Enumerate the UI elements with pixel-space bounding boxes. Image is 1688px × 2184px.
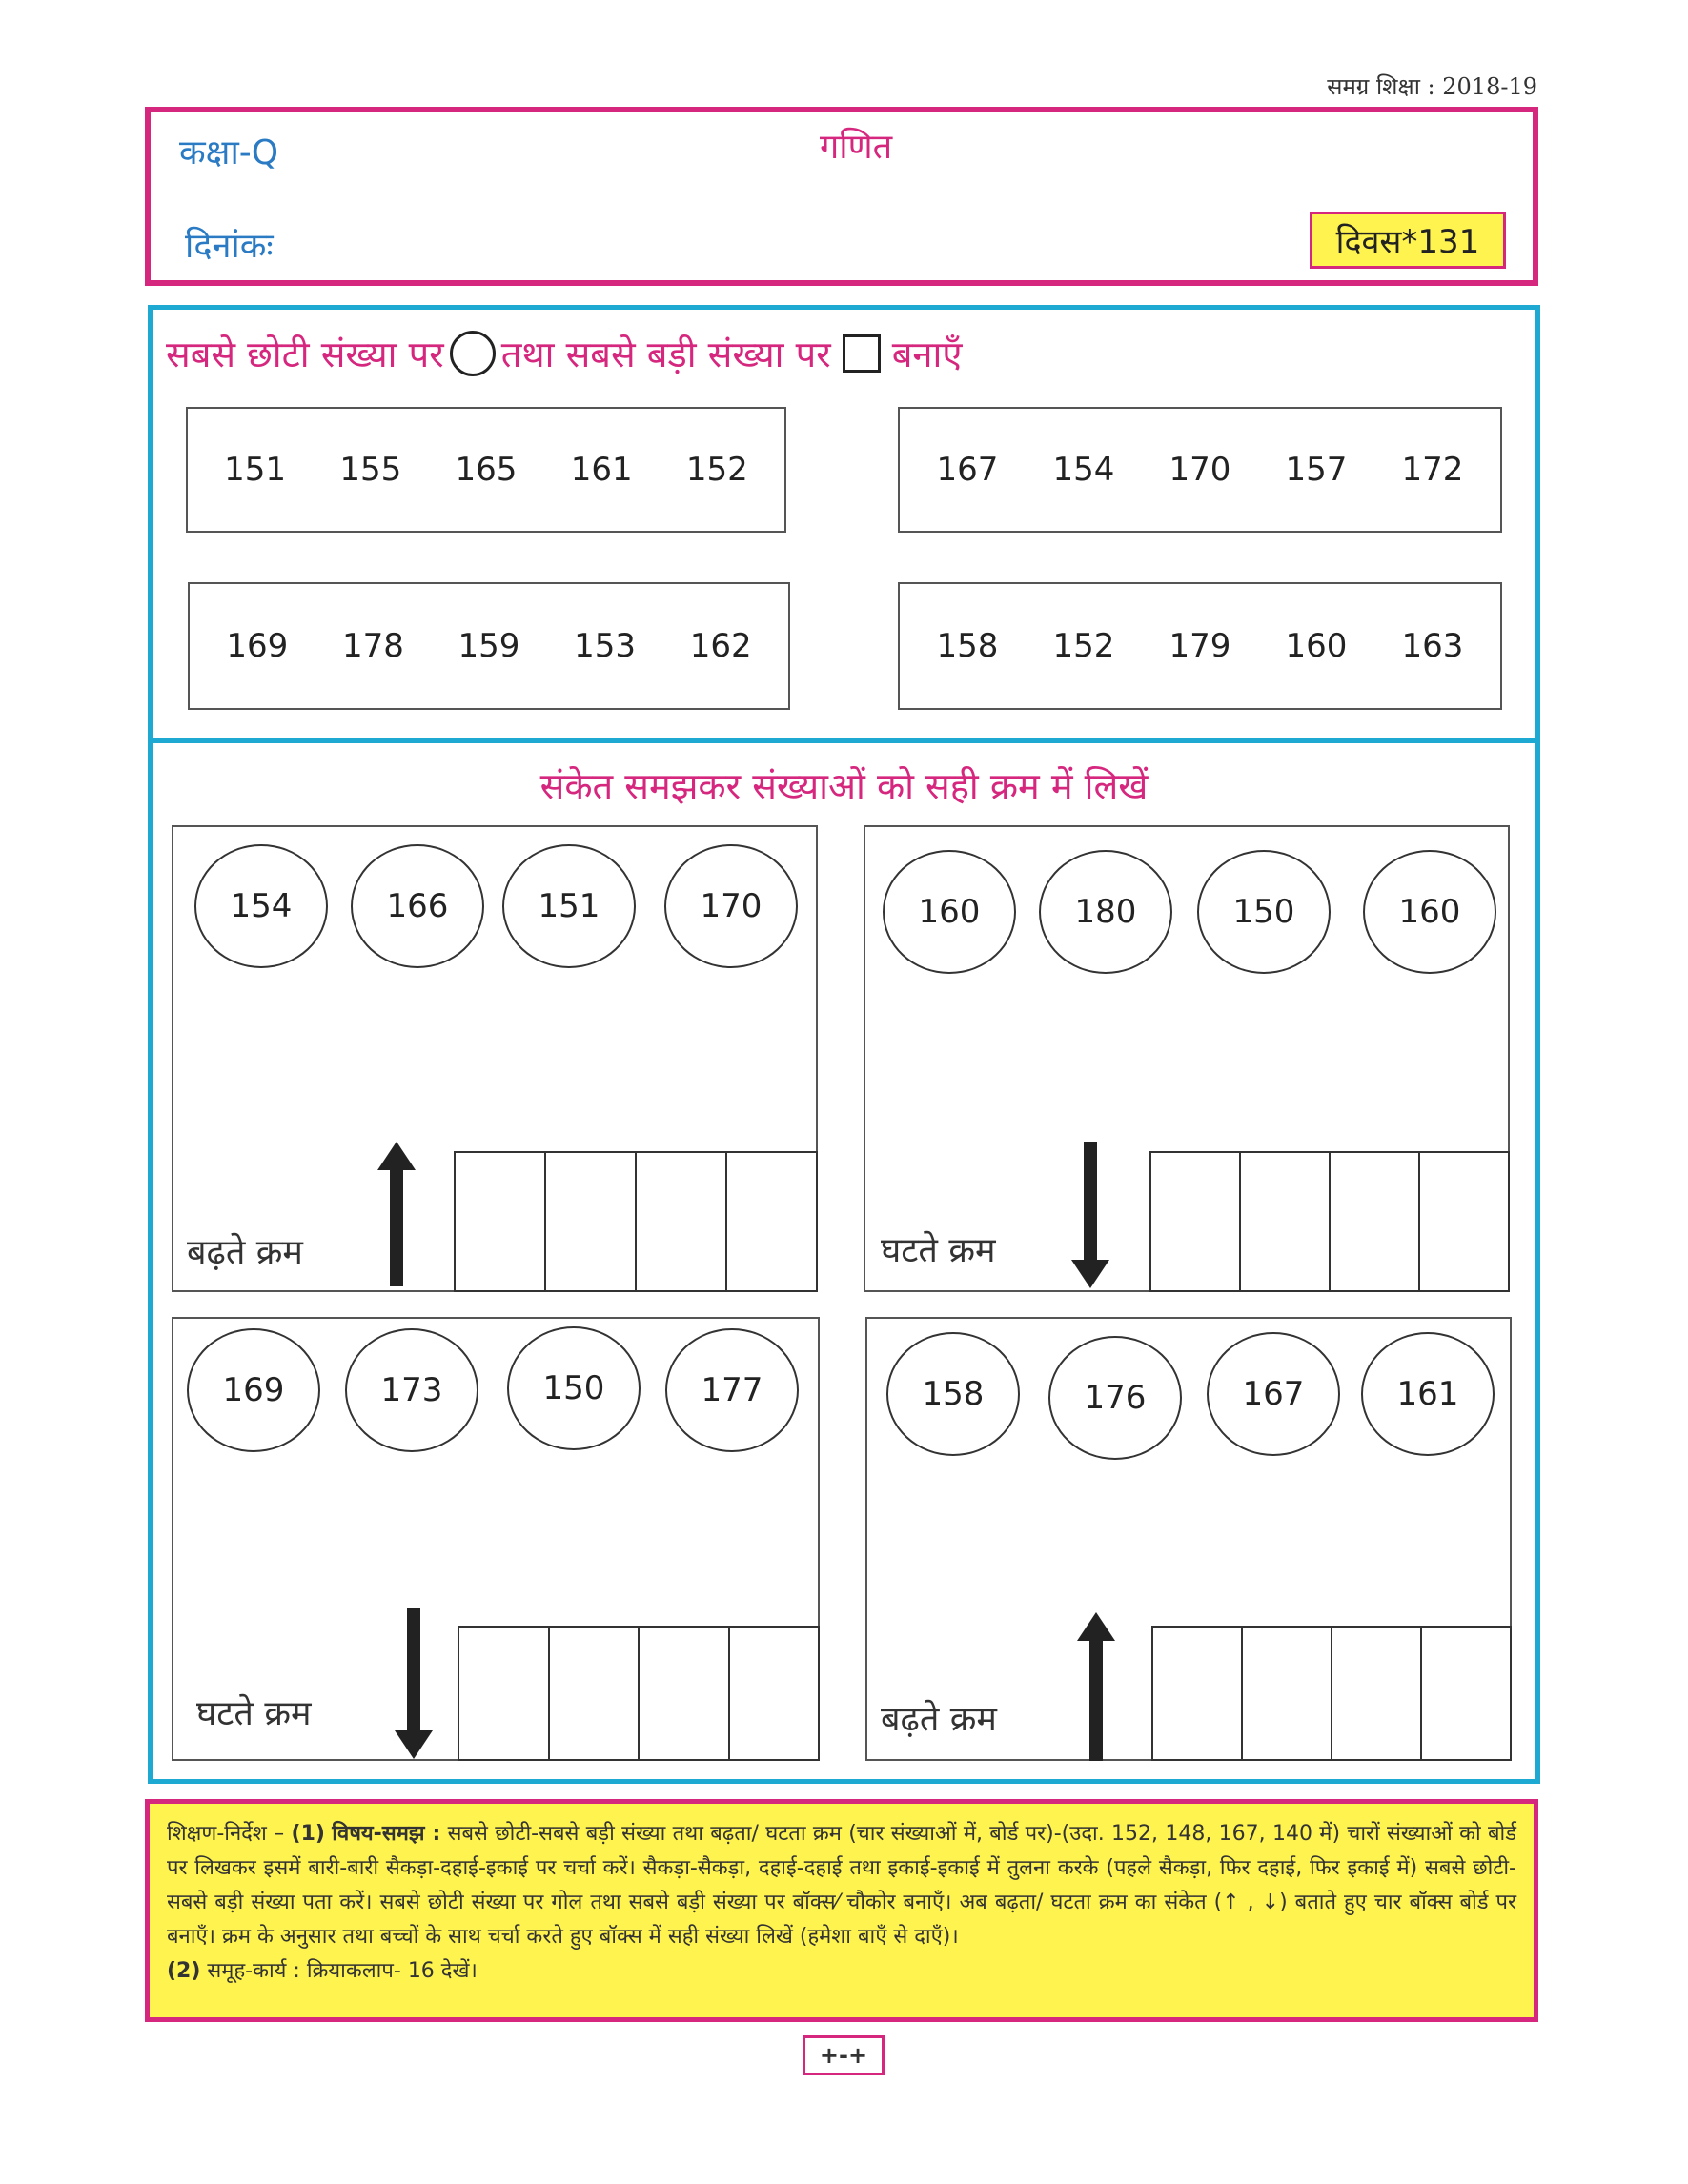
number-circle: 160	[883, 850, 1016, 974]
page-number: +-+	[803, 2035, 885, 2075]
number-5[interactable]: 152	[685, 451, 748, 489]
number-circle: 151	[502, 844, 636, 968]
answer-boxes	[454, 1151, 818, 1292]
number-1[interactable]: 167	[936, 451, 999, 489]
point1-text: सबसे छोटी-सबसे बड़ी संख्या तथा बढ़ता/ घटता क्रम (चार संख्याओं में, बोर्ड पर)-(उदा. 152, 148, 167, 140 में) चारों संख्याओं को बोर्ड पर लिखकर इसमें बारी-बारी सैकड़ा-दहाई-इकाई पर चर्चा करें। सैकड़ा-सैकड़ा, दहाई-दहाई तथा इकाई-इकाई में तुलना करके (पहले सैकड़ा, फिर दहाई, फिर इकाई में) सबसे छोटी-सबसे बड़ी संख्या पता करें। सबसे छोटी संख्या पर गोल तथा सबसे बड़ी संख्या पर बॉक्स⁄ चौकोर बनाएँ। अब बढ़ता/ घटता क्रम का संकेत (↑ , ↓) बताते हुए चार बॉक्स बोर्ड पर बनाएँ। क्रम के अनुसार तथा बच्चों के साथ चर्चा करते हुए बॉक्स में सही संख्या लिखें (हमेशा बाएँ से दाएँ)।	[167, 1822, 1517, 1949]
number-5[interactable]: 162	[689, 627, 752, 665]
number-circle: 150	[507, 1326, 641, 1450]
top-right-caption: समग्र शिक्षा : 2018-19	[1327, 73, 1537, 100]
day-badge: दिवस*131	[1310, 212, 1506, 269]
answer-box[interactable]	[1420, 1153, 1508, 1290]
number-group-3	[188, 582, 790, 710]
number-circle: 173	[345, 1328, 478, 1452]
answer-box[interactable]	[1151, 1153, 1241, 1290]
number-circle: 177	[665, 1328, 799, 1452]
number-circle: 154	[194, 844, 328, 968]
order-label: बढ़ते क्रम	[187, 1233, 303, 1272]
number-2[interactable]: 155	[339, 451, 402, 489]
section2-title: संकेत समझकर संख्याओं को सही क्रम में लिखें	[539, 765, 1149, 807]
answer-boxes	[458, 1626, 820, 1761]
number-circle: 161	[1361, 1332, 1495, 1456]
answer-box[interactable]	[1153, 1628, 1243, 1759]
order-panel-1	[172, 825, 818, 1292]
number-2[interactable]: 154	[1052, 451, 1115, 489]
answer-boxes	[1149, 1151, 1510, 1292]
number-3[interactable]: 170	[1169, 451, 1231, 489]
arrow-down-icon	[1071, 1142, 1109, 1288]
answer-box[interactable]	[727, 1153, 816, 1290]
number-1[interactable]: 151	[224, 451, 287, 489]
point1-number: (1)	[291, 1822, 325, 1846]
order-label: बढ़ते क्रम	[881, 1700, 997, 1739]
point2-text: समूह-कार्य : क्रियाकलाप- 16 देखें।	[207, 1959, 478, 1983]
answer-box[interactable]	[1331, 1153, 1420, 1290]
number-3[interactable]: 179	[1169, 627, 1231, 665]
answer-box[interactable]	[640, 1628, 730, 1759]
number-circle: 160	[1363, 850, 1496, 974]
arrow-down-icon	[395, 1608, 433, 1759]
answer-boxes	[1151, 1626, 1512, 1761]
subject-title: गणित	[820, 128, 893, 167]
number-group-2	[898, 407, 1502, 533]
answer-box[interactable]	[730, 1628, 819, 1759]
number-group-1	[186, 407, 786, 533]
answer-box[interactable]	[637, 1153, 727, 1290]
number-1[interactable]: 158	[936, 627, 999, 665]
class-label: कक्षा-Q	[179, 133, 279, 172]
date-label: दिनांकः	[185, 227, 274, 266]
number-2[interactable]: 178	[341, 627, 404, 665]
teaching-instructions	[145, 1799, 1538, 2022]
point2-number: (2)	[167, 1959, 201, 1983]
answer-box[interactable]	[1422, 1628, 1510, 1759]
ordering-section	[148, 741, 1540, 1784]
number-circle: 170	[664, 844, 798, 968]
number-3[interactable]: 165	[455, 451, 518, 489]
number-circle: 158	[886, 1332, 1020, 1456]
number-3[interactable]: 159	[458, 627, 520, 665]
section1-title-part3: बनाएँ	[891, 334, 963, 375]
number-4[interactable]: 157	[1285, 451, 1348, 489]
arrow-up-icon	[1077, 1612, 1115, 1761]
order-panel-2	[864, 825, 1510, 1292]
section1-title-part2: तथा सबसे बड़ी संख्या पर	[500, 334, 831, 375]
number-4[interactable]: 160	[1285, 627, 1348, 665]
answer-box[interactable]	[546, 1153, 637, 1290]
number-2[interactable]: 152	[1052, 627, 1115, 665]
number-circle: 167	[1207, 1332, 1340, 1456]
smallest-largest-section	[148, 305, 1540, 743]
square-icon	[843, 334, 881, 373]
number-circle: 180	[1039, 850, 1172, 974]
section1-title-part1: सबसे छोटी संख्या पर	[166, 334, 444, 375]
number-4[interactable]: 161	[570, 451, 633, 489]
order-panel-3	[172, 1317, 820, 1761]
answer-box[interactable]	[459, 1628, 550, 1759]
arrow-up-icon	[377, 1142, 416, 1286]
answer-box[interactable]	[456, 1153, 546, 1290]
order-label: घटते क्रम	[196, 1694, 312, 1733]
order-label: घटते क्रम	[881, 1231, 996, 1270]
answer-box[interactable]	[1332, 1628, 1422, 1759]
header-box	[145, 107, 1538, 286]
section1-title	[166, 329, 962, 378]
number-circle: 150	[1197, 850, 1331, 974]
order-panel-4	[865, 1317, 1512, 1761]
number-4[interactable]: 153	[574, 627, 637, 665]
instructions-lead: शिक्षण-निर्देश –	[167, 1822, 285, 1846]
number-5[interactable]: 163	[1401, 627, 1464, 665]
number-group-4	[898, 582, 1502, 710]
number-circle: 176	[1048, 1336, 1182, 1460]
circle-icon	[450, 331, 496, 376]
number-circle: 169	[187, 1328, 320, 1452]
number-5[interactable]: 172	[1401, 451, 1464, 489]
number-1[interactable]: 169	[226, 627, 289, 665]
answer-box[interactable]	[1243, 1628, 1332, 1759]
number-circle: 166	[351, 844, 484, 968]
point1-heading: विषय-समझ :	[332, 1822, 441, 1846]
answer-box[interactable]	[1241, 1153, 1331, 1290]
answer-box[interactable]	[550, 1628, 641, 1759]
